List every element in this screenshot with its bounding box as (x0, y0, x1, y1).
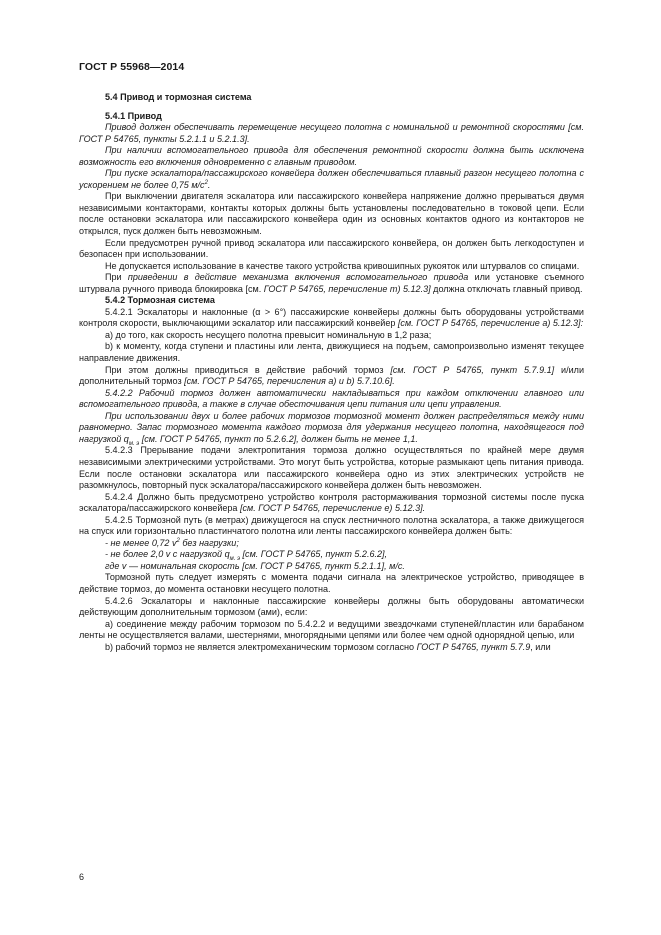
text-run: где v — номинальная скорость [см. ГОСТ Р 54765, пункт 5.2.1.1], м/с. (105, 560, 405, 571)
paragraph (79, 596, 584, 619)
paragraph (79, 341, 584, 364)
paragraph (79, 238, 584, 261)
text-run: 5.4 Привод и тормозная система (105, 92, 252, 102)
text-run: 5.4.1 Привод (105, 110, 162, 121)
text-run: При этом должны приводиться в действие рабочий тормоз (105, 364, 391, 375)
paragraph (79, 572, 584, 595)
paragraph (79, 145, 584, 168)
paragraph (79, 365, 584, 388)
text-run: 5.4.2 Тормозная система (105, 295, 215, 306)
text-run: ГОСТ Р 54765, пункт 5.7.9 (416, 641, 531, 652)
text-run: b) к моменту, когда ступени и пластины или лента, движущиеся на подъем, самопроизвольно изменят текущее направление движения. (79, 341, 584, 364)
paragraph (79, 307, 584, 330)
paragraph (79, 492, 584, 515)
document-header: ГОСТ Р 55968—2014 (79, 61, 185, 73)
paragraph (79, 191, 584, 237)
paragraph (79, 445, 584, 491)
text-run: , или (530, 641, 551, 652)
section-heading (79, 92, 584, 104)
text-run: При наличии вспомогательного привода для обеспечения ремонтной скорости должна быть исключена возможность его включения одновременно с главным приводом. (79, 145, 584, 167)
paragraph (79, 388, 584, 411)
text-run: [см. ГОСТ Р 54765, пункт по 5.2.6.2], должен быть не менее 1,1. (139, 433, 418, 444)
text-run: [см. ГОСТ Р 54765, перечисление а) 5.12.3]: (397, 318, 584, 329)
paragraph (79, 411, 584, 446)
text-run: Привод должен обеспечивать перемещение несущего полотна с номинальной и ремонтной скоростями [см. ГОСТ Р 54765, пункты 5.2.1.1 и 5.2.1.3]. (79, 122, 584, 144)
text-run: [см. ГОСТ Р 54765, перечисление е) 5.12.3]. (239, 503, 426, 514)
document-body (79, 92, 584, 653)
section-gap (79, 104, 584, 111)
section-heading (79, 111, 584, 123)
text-run: При пуске эскалатора/пассажирского конвейера должен обеспечиваться плавный разгон несущего полотна с ускорением не более 0,75 м/с (79, 168, 584, 190)
paragraph (79, 330, 584, 342)
text-run: - не менее 0,72 v (105, 537, 177, 548)
section-heading (79, 295, 584, 307)
paragraph (79, 549, 584, 561)
superscript: 2 (204, 179, 208, 186)
text-run: 5.4.2.3 Прерывание подачи электропитания тормоза должно осуществляться по крайней мере двумя независимыми электрическими устройствами. Это могут быть устройства, которые размыкают цепь питания привода. Если после остановки эскалатора или пассажирского конвейера одно из этих электрических устройств не разомкнулось, повторный пуск эскалатора/пассажирского конвейера должен быть невозможен. (79, 445, 584, 491)
text-run: 5.4.2.4 Должно быть предусмотрено устройство контроля растормаживания тормозной системы после пуска эскалатора/пассажирского конвейера (79, 491, 584, 514)
text-run: или установке съемного штурвала ручного привода блокировка [см. (79, 272, 584, 294)
paragraph (79, 619, 584, 642)
paragraph (79, 538, 584, 550)
text-run: ГОСТ Р 54765, перечисление m) 5.12.3] (263, 283, 431, 294)
text-run: [см. ГОСТ Р 54765, пункт 5.2.6.2], (240, 549, 388, 560)
subscript: м. э (128, 440, 140, 447)
text-run: а) до того, как скорость несущего полотна превысит номинальную в 1,2 раза; (105, 329, 432, 340)
text-run: Если предусмотрен ручной привод эскалатора или пассажирского конвейера, он должен быть легкодоступен и безопасен при использовании. (79, 237, 584, 260)
text-run: 5.4.2.2 Рабочий тормоз должен автоматически накладываться при каждом отключении главного или вспомогательного привода, а также в случае обесточивания цепи питания или цепи управления. (79, 387, 584, 410)
paragraph (79, 515, 584, 538)
text-run: и/или дополнительный тормоз (79, 364, 585, 387)
paragraph (79, 168, 584, 191)
paragraph (79, 122, 584, 145)
text-run: приведении в действие механизма включения вспомогательного привода (127, 272, 469, 283)
text-run: без нагрузки; (179, 537, 239, 548)
text-run: При выключении двигателя эскалатора или пассажирского конвейера напряжение должно прерываться двумя независимыми контакторами, контакты которых должны быть установлены последовательно в токовой цепи. Если после остановки эскалатора или пассажирского конвейера один из основных контактов одного из контакторов не открылся, пуск должен быть невозможным. (79, 191, 584, 237)
text-run: . (207, 179, 211, 190)
paragraph (79, 261, 584, 273)
paragraph (79, 561, 584, 573)
superscript: 2 (176, 537, 180, 544)
text-run: 5.4.2.1 Эскалаторы и наклонные (α > 6°) пассажирские конвейеры должны быть оборудованы устройствами контроля скорости, выключающими эскалатор или пассажирский конвейер (79, 306, 584, 329)
paragraph (79, 272, 584, 295)
text-run: должна отключать главный привод. (430, 283, 583, 294)
text-run: [см. ГОСТ Р 54765, перечисления а) и b) 5.7.10.6]. (184, 376, 395, 387)
text-run: 5.4.2.6 Эскалаторы и наклонные пассажирские конвейеры должны быть оборудованы автоматически действующим дополнительным тормозом (ами), если: (79, 595, 584, 618)
text-run: Не допускается использование в качестве такого устройства кривошипных рукояток или штурвалов со спицами. (105, 260, 580, 271)
text-run: b) рабочий тормоз не является электромеханическим тормозом согласно (105, 641, 417, 652)
text-run: а) соединение между рабочим тормозом по 5.4.2.2 и ведущими звездочками ступеней/пластин или барабаном ленты не осуществляется валами, шестернями, многорядными цепями или более чем одной однорядной цепью, или (79, 618, 584, 641)
subscript: м. э (229, 556, 241, 563)
page-number: 6 (79, 872, 85, 882)
text-run: 5.4.2.5 Тормозной путь (в метрах) движущегося на спуск лестничного полотна эскалатора, а также движущегося на спуск или горизонтально пластинчатого полотна или ленты пассажирского конвейера должен быть: (79, 514, 584, 537)
text-run: При (105, 272, 128, 283)
text-run: - не более 2,0 v с нагрузкой q (105, 549, 230, 560)
paragraph (79, 642, 584, 654)
text-run: Тормозной путь следует измерять с момента подачи сигнала на электрическое устройство, приводящее в действие тормоз, до момента остановки несущего полотна. (79, 572, 584, 594)
text-run: При использовании двух и более рабочих тормозов тормозной момент должен распределяться между ними равномерно. Запас тормозного момента каждого тормоза для удержания несущего полотна, находящегося под нагрузкой q (79, 410, 584, 444)
text-run: [см. ГОСТ Р 54765, пункт 5.7.9.1] (390, 364, 555, 375)
